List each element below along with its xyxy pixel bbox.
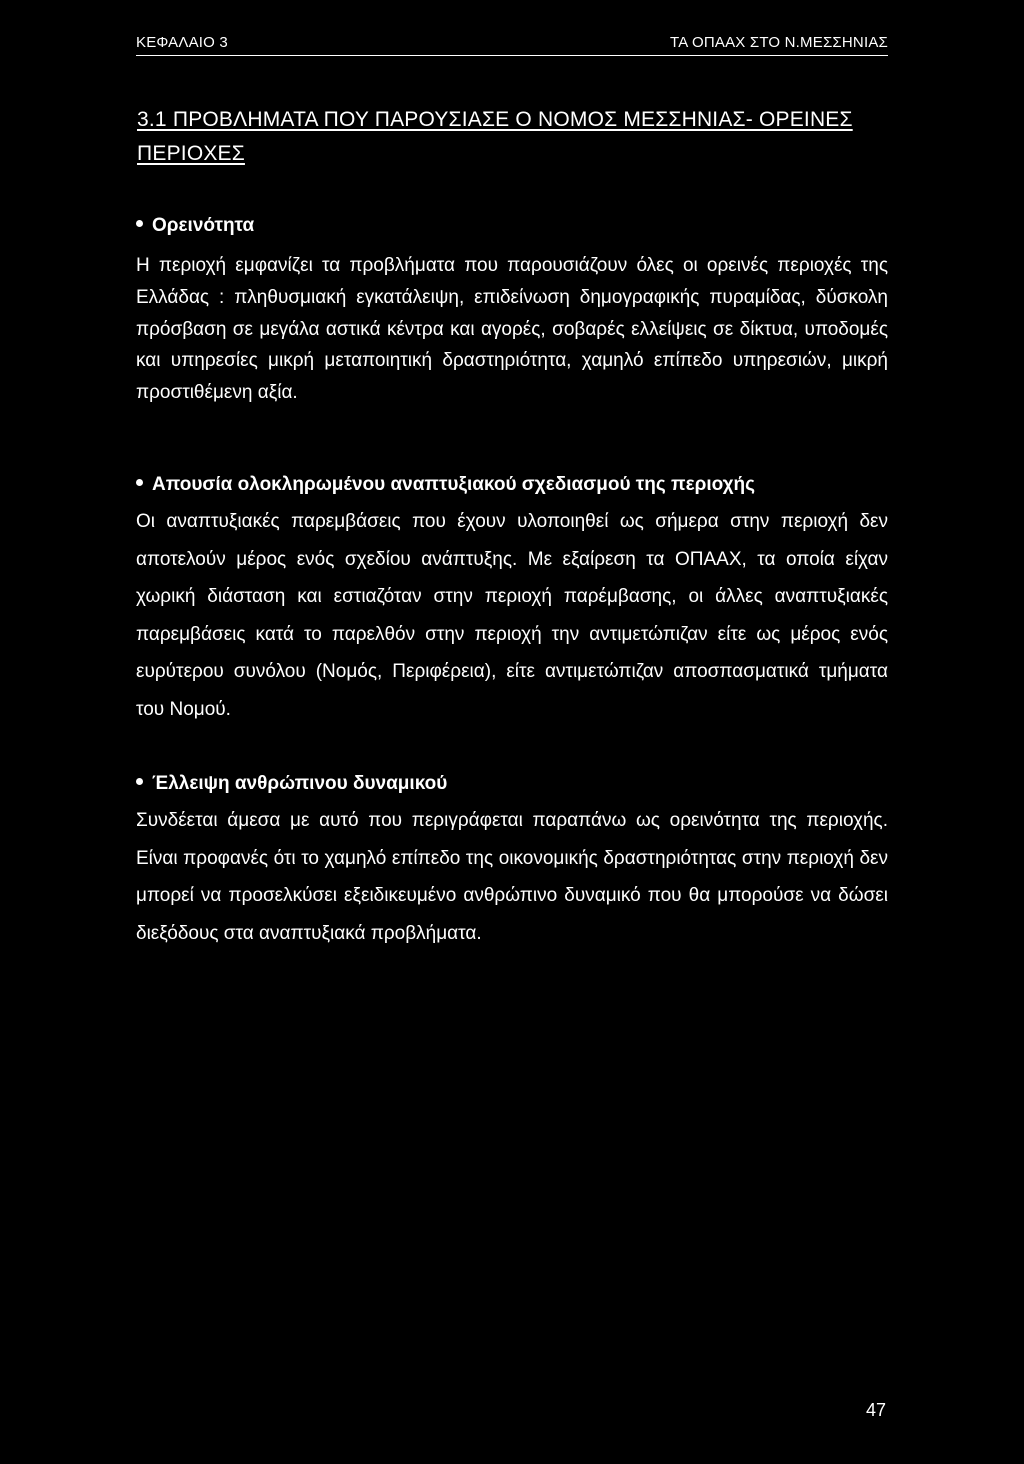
bullet-icon bbox=[136, 778, 143, 785]
item-heading-text: Έλλειψη ανθρώπινου δυναμικού bbox=[152, 773, 448, 794]
section-item-planning bbox=[136, 471, 888, 728]
section-title: 3.1 ΠΡΟΒΛΗΜΑΤΑ ΠΟΥ ΠΑΡΟΥΣΙΑΣΕ Ο ΝΟΜΟΣ ΜΕΣΣΗΝΙΑΣ- ΟΡΕΙΝΕΣ ΠΕΡΙΟΧΕΣ bbox=[137, 108, 853, 165]
item-heading bbox=[136, 770, 888, 798]
running-header bbox=[136, 34, 888, 56]
header-rule bbox=[136, 55, 888, 56]
bullet-icon bbox=[136, 220, 143, 227]
item-heading-text: Ορεινότητα bbox=[152, 215, 255, 236]
item-paragraph: Οι αναπτυξιακές παρεμβάσεις που έχουν υλοποιηθεί ως σήμερα στην περιοχή δεν αποτελούν μέρος ενός σχεδίου ανάπτυξης. Με εξαίρεση τα ΟΠΑΑΧ, τα οποία είχαν χωρική διάσταση και εστιαζόταν στην περιοχή παρέμβασης, οι άλλες αναπτυξιακές παρεμβάσεις κατά το παρελθόν στην περιοχή την αντιμετώπιζαν είτε ως μέρος ενός ευρύτερου συνόλου (Νομός, Περιφέρεια), είτε αντιμετώπιζαν αποσπασματικά τμήματα του Νομού. bbox=[136, 511, 888, 720]
chapter-label: ΚΕΦΑΛΑΙΟ 3 bbox=[136, 34, 228, 51]
item-paragraph: Η περιοχή εμφανίζει τα προβλήματα που παρουσιάζουν όλες οι ορεινές περιοχές της Ελλάδας : πληθυσμιακή εγκατάλειψη, επιδείνωση δημογραφικής πυραμίδας, δύσκολη πρόσβαση σε μεγάλα αστικά κέντρα και αγορές, σοβαρές ελλείψεις σε δίκτυα, υποδομές και υπηρεσίες μικρή μεταποιητική δραστηριότητα, χαμηλό επίπεδο υπηρεσιών, μικρή προστιθέμενη αξία. bbox=[136, 255, 888, 404]
item-heading bbox=[136, 471, 888, 499]
item-heading bbox=[136, 212, 888, 240]
section-item-human-resources bbox=[136, 770, 888, 952]
item-paragraph: Συνδέεται άμεσα με αυτό που περιγράφεται παραπάνω ως ορεινότητα της περιοχής. Είναι προφανές ότι το χαμηλό επίπεδο της οικονομικής δραστηριότητας στην περιοχή δεν μπορεί να προσελκύσει εξειδικευμένο ανθρώπινο δυναμικό που θα μπορούσε να δώσει διεξόδους στα αναπτυξιακά προβλήματα. bbox=[136, 810, 888, 944]
item-heading-text: Απουσία ολοκληρωμένου αναπτυξιακού σχεδιασμού της περιοχής bbox=[152, 474, 755, 495]
bullet-icon bbox=[136, 479, 143, 486]
page-number: 47 bbox=[865, 1400, 886, 1420]
section-item-mountainous bbox=[136, 212, 888, 409]
running-title: ΤΑ ΟΠΑΑΧ ΣΤΟ Ν.ΜΕΣΣΗΝΙΑΣ bbox=[669, 34, 888, 51]
